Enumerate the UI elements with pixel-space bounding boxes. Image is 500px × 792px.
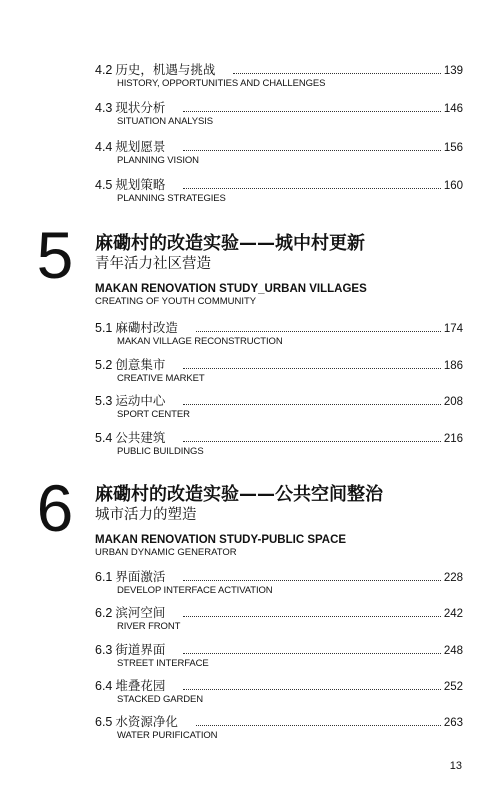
- chapter-subtitle-zh: 城市活力的塑造: [95, 507, 197, 523]
- chapter-6-heading: [95, 484, 475, 559]
- dot-leader: [183, 615, 440, 617]
- entry-number: 6.3: [95, 643, 113, 657]
- entry-title-en: PLANNING VISION: [117, 155, 199, 166]
- entry-page: 174: [443, 323, 463, 335]
- entry-number: 6.1: [95, 570, 113, 584]
- entry-title-en: PLANNING STRATEGIES: [117, 193, 226, 204]
- entry-number: 4.3: [95, 101, 113, 115]
- toc-entry-5-2[interactable]: [95, 355, 463, 389]
- entry-number: 6.2: [95, 606, 113, 620]
- dot-leader: [233, 72, 440, 74]
- dot-leader: [183, 149, 440, 151]
- chapter-number-5: 5: [36, 218, 74, 292]
- toc-entry-4-3[interactable]: [95, 98, 463, 132]
- entry-number: 4.5: [95, 178, 113, 192]
- entry-page: 186: [443, 360, 463, 372]
- chapter-5-heading: [95, 233, 475, 308]
- entry-title-en: CREATIVE MARKET: [117, 373, 205, 384]
- entry-number: 5.3: [95, 394, 113, 408]
- entry-title-en: PUBLIC BUILDINGS: [117, 446, 204, 457]
- entry-title-en: SPORT CENTER: [117, 409, 190, 420]
- dot-leader: [183, 110, 440, 112]
- dot-leader: [183, 579, 440, 581]
- entry-title-zh: 历史，机遇与挑战: [115, 62, 216, 77]
- entry-page: 248: [443, 645, 463, 657]
- entry-title-zh: 现状分析: [115, 100, 166, 115]
- entry-title-en: WATER PURIFICATION: [117, 730, 218, 741]
- entry-number: 5.4: [95, 431, 113, 445]
- entry-page: 156: [443, 142, 463, 154]
- entry-page: 228: [443, 572, 463, 584]
- chapter-subtitle-en: URBAN DYNAMIC GENERATOR: [95, 547, 237, 558]
- toc-entry-6-4[interactable]: [95, 676, 463, 710]
- dot-leader: [196, 330, 441, 332]
- dot-leader: [183, 688, 440, 690]
- toc-entry-4-5[interactable]: [95, 175, 463, 209]
- entry-title-zh: 滨河空间: [115, 605, 166, 620]
- chapter-subtitle-en: CREATING OF YOUTH COMMUNITY: [95, 296, 257, 307]
- entry-title-en: DEVELOP INTERFACE ACTIVATION: [117, 585, 273, 596]
- chapter-title-zh: 麻磡村的改造实验——公共空间整治: [95, 484, 383, 505]
- toc-entry-6-2[interactable]: [95, 603, 463, 637]
- entry-number: 5.1: [95, 321, 113, 335]
- entry-title-zh: 公共建筑: [115, 430, 166, 445]
- entry-number: 4.4: [95, 140, 113, 154]
- toc-entry-5-3[interactable]: [95, 391, 463, 425]
- entry-page: 242: [443, 608, 463, 620]
- entry-number: 6.4: [95, 679, 113, 693]
- entry-title-en: RIVER FRONT: [117, 621, 181, 632]
- chapter-subtitle-zh: 青年活力社区营造: [95, 256, 211, 272]
- chapter-title-en: MAKAN RENOVATION STUDY-PUBLIC SPACE: [95, 534, 347, 546]
- page-number: 13: [449, 760, 462, 772]
- dot-leader: [183, 652, 440, 654]
- entry-page: 252: [443, 681, 463, 693]
- entry-title-zh: 规划愿景: [115, 139, 166, 154]
- entry-title-en: HISTORY, OPPORTUNITIES AND CHALLENGES: [117, 78, 326, 89]
- entry-title-en: SITUATION ANALYSIS: [117, 116, 214, 127]
- entry-page: 216: [443, 433, 463, 445]
- toc-entry-6-3[interactable]: [95, 640, 463, 674]
- toc-entry-4-4[interactable]: [95, 137, 463, 171]
- dot-leader: [196, 724, 441, 726]
- dot-leader: [183, 403, 440, 405]
- entry-title-zh: 界面激活: [115, 569, 166, 584]
- entry-title-en: STACKED GARDEN: [117, 694, 204, 705]
- entry-number: 6.5: [95, 715, 113, 729]
- entry-title-zh: 创意集市: [115, 357, 166, 372]
- entry-title-zh: 街道界面: [115, 642, 166, 657]
- dot-leader: [183, 367, 440, 369]
- entry-title-en: STREET INTERFACE: [117, 658, 209, 669]
- entry-title-zh: 规划策略: [115, 177, 166, 192]
- toc-entry-5-4[interactable]: [95, 428, 463, 462]
- entry-page: 160: [443, 180, 463, 192]
- toc-entry-6-5[interactable]: [95, 712, 463, 746]
- entry-page: 146: [443, 103, 463, 115]
- entry-title-zh: 运动中心: [115, 393, 166, 408]
- entry-page: 139: [443, 65, 463, 77]
- entry-title-en: MAKAN VILLAGE RECONSTRUCTION: [117, 336, 283, 347]
- dot-leader: [183, 187, 440, 189]
- chapter-title-en: MAKAN RENOVATION STUDY_URBAN VILLAGES: [95, 283, 367, 295]
- entry-page: 208: [443, 396, 463, 408]
- entry-page: 263: [443, 717, 463, 729]
- toc-entry-6-1[interactable]: [95, 567, 463, 601]
- chapter-number-6: 6: [36, 471, 74, 545]
- entry-title-zh: 水资源净化: [115, 714, 178, 729]
- toc-entry-5-1[interactable]: [95, 318, 463, 352]
- dot-leader: [183, 440, 440, 442]
- entry-number: 5.2: [95, 358, 113, 372]
- entry-title-zh: 堆叠花园: [115, 678, 166, 693]
- toc-entry-4-2[interactable]: [95, 60, 463, 94]
- entry-number: 4.2: [95, 63, 113, 77]
- entry-title-zh: 麻磡村改造: [115, 320, 178, 335]
- chapter-title-zh: 麻磡村的改造实验——城中村更新: [95, 233, 365, 254]
